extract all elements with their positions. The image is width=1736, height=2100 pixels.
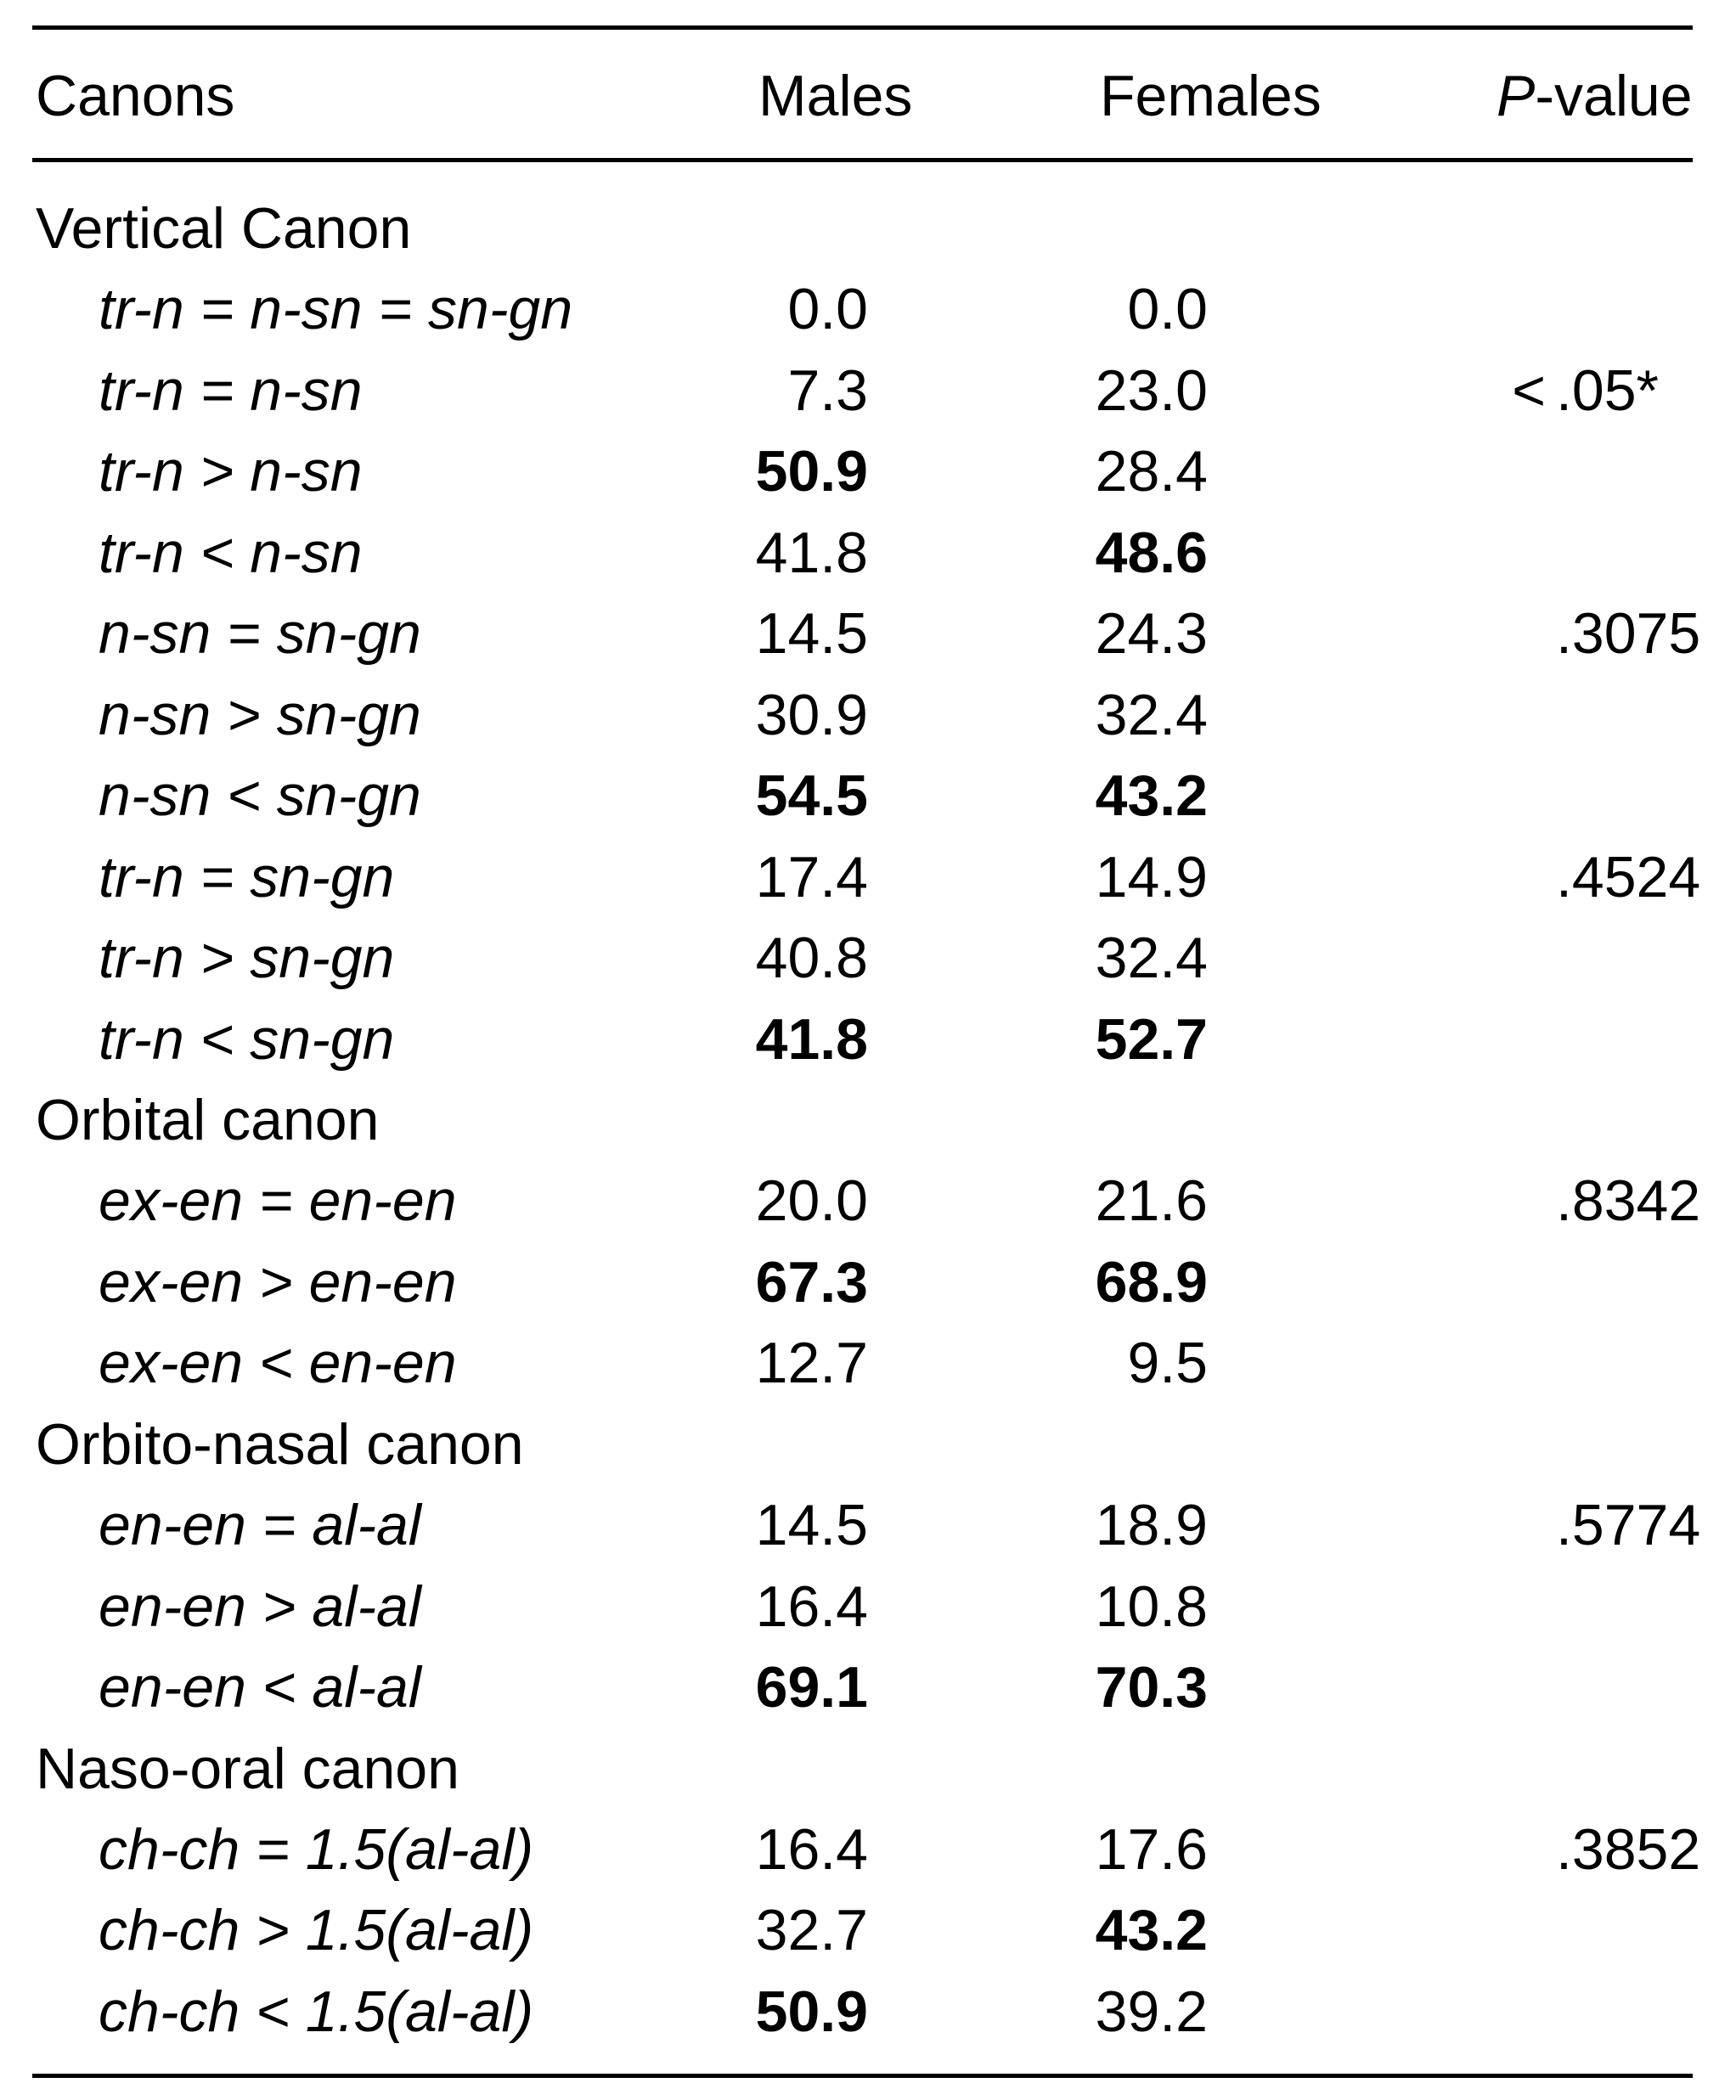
group-header-row <box>0 1080 1736 1161</box>
males-value: 14.5 <box>755 1493 868 1558</box>
males-value: 41.8 <box>755 520 868 585</box>
males-value: 20.0 <box>755 1168 868 1234</box>
canon-comparison-label: n-sn > sn-gn <box>99 682 421 747</box>
females-value: 32.4 <box>1095 682 1208 747</box>
group-header-row <box>0 1405 1736 1485</box>
females-value: 70.3 <box>1095 1655 1208 1720</box>
table-row <box>0 756 1736 836</box>
table-row <box>0 837 1736 918</box>
males-value: 16.4 <box>755 1574 868 1639</box>
header-p-value <box>1496 56 1693 137</box>
table-row <box>0 1567 1736 1647</box>
header-row <box>0 56 1736 137</box>
table-row <box>0 1972 1736 2052</box>
p-value: .3075 <box>1556 601 1701 667</box>
table-row <box>0 594 1736 674</box>
males-value: 69.1 <box>755 1655 868 1720</box>
table-row <box>0 675 1736 756</box>
p-value: .05* <box>1556 358 1659 423</box>
canon-comparison-label: ch-ch = 1.5(al-al) <box>99 1817 534 1882</box>
females-value: 32.4 <box>1095 926 1208 991</box>
p-value-comparator: < <box>1512 358 1546 423</box>
females-value: 43.2 <box>1095 1898 1208 1963</box>
canon-comparison-label: tr-n = n-sn = sn-gn <box>99 277 573 342</box>
females-value: 28.4 <box>1095 439 1208 504</box>
table-row <box>0 1242 1736 1323</box>
females-value: 14.9 <box>1095 844 1208 909</box>
table-row <box>0 999 1736 1080</box>
canon-comparison-label: tr-n < sn-gn <box>99 1006 395 1072</box>
header-p-letter: P <box>1496 64 1536 128</box>
table-row <box>0 431 1736 512</box>
group-header-row <box>0 189 1736 269</box>
p-value: .3852 <box>1556 1817 1701 1882</box>
females-value: 21.6 <box>1095 1168 1208 1234</box>
males-value: 54.5 <box>755 763 868 829</box>
females-value: 48.6 <box>1095 520 1208 585</box>
females-value: 52.7 <box>1095 1006 1208 1072</box>
males-value: 7.3 <box>787 358 868 423</box>
males-value: 30.9 <box>755 682 868 747</box>
p-value: .5774 <box>1556 1493 1701 1558</box>
header-canons: Canons <box>36 64 235 128</box>
canon-comparison-label: en-en = al-al <box>99 1493 421 1558</box>
header-males: Males <box>758 64 913 128</box>
p-value: .8342 <box>1556 1168 1701 1234</box>
group-label: Orbito-nasal canon <box>36 1411 524 1477</box>
table-row <box>0 1161 1736 1241</box>
canon-comparison-label: tr-n < n-sn <box>99 520 363 585</box>
canon-comparison-label: ex-en < en-en <box>99 1331 457 1396</box>
males-value: 17.4 <box>755 844 868 909</box>
males-value: 50.9 <box>755 439 868 504</box>
canon-comparison-label: ch-ch < 1.5(al-al) <box>99 1979 534 2044</box>
females-value: 10.8 <box>1095 1574 1208 1639</box>
header-p-suffix: -value <box>1535 64 1693 128</box>
canon-comparison-label: n-sn = sn-gn <box>99 601 421 667</box>
males-value: 0.0 <box>787 277 868 342</box>
p-value: .4524 <box>1556 844 1701 909</box>
canon-comparison-label: ex-en > en-en <box>99 1249 457 1315</box>
table-row <box>0 1323 1736 1404</box>
females-value: 18.9 <box>1095 1493 1208 1558</box>
table-row <box>0 513 1736 594</box>
females-value: 39.2 <box>1095 1979 1208 2044</box>
table-row <box>0 1810 1736 1890</box>
header-females: Females <box>1100 64 1322 128</box>
canon-comparison-label: tr-n = sn-gn <box>99 844 395 909</box>
table-row <box>0 1890 1736 1971</box>
canon-comparison-label: en-en < al-al <box>99 1655 421 1720</box>
males-value: 67.3 <box>755 1249 868 1315</box>
table-row <box>0 918 1736 999</box>
canon-comparison-label: tr-n > n-sn <box>99 439 363 504</box>
header-rule <box>32 158 1693 162</box>
table-row <box>0 269 1736 350</box>
table-row <box>0 1485 1736 1566</box>
females-value: 23.0 <box>1095 358 1208 423</box>
females-value: 68.9 <box>1095 1249 1208 1315</box>
males-value: 40.8 <box>755 926 868 991</box>
table-row <box>0 1647 1736 1728</box>
group-label: Orbital canon <box>36 1087 380 1152</box>
females-value: 43.2 <box>1095 763 1208 829</box>
group-header-row <box>0 1729 1736 1810</box>
canon-comparison-label: n-sn < sn-gn <box>99 763 421 829</box>
canon-comparison-label: ex-en = en-en <box>99 1168 457 1234</box>
table-row <box>0 351 1736 431</box>
males-value: 50.9 <box>755 1979 868 2044</box>
females-value: 24.3 <box>1095 601 1208 667</box>
bottom-rule <box>32 2074 1693 2078</box>
top-rule <box>32 25 1693 30</box>
males-value: 16.4 <box>755 1817 868 1882</box>
males-value: 14.5 <box>755 601 868 667</box>
canon-comparison-label: tr-n = n-sn <box>99 358 363 423</box>
females-value: 17.6 <box>1095 1817 1208 1882</box>
canon-comparison-label: ch-ch > 1.5(al-al) <box>99 1898 534 1963</box>
females-value: 0.0 <box>1127 277 1208 342</box>
males-value: 12.7 <box>755 1331 868 1396</box>
canon-comparison-label: en-en > al-al <box>99 1574 421 1639</box>
males-value: 32.7 <box>755 1898 868 1963</box>
females-value: 9.5 <box>1127 1331 1208 1396</box>
canon-comparison-label: tr-n > sn-gn <box>99 926 395 991</box>
males-value: 41.8 <box>755 1006 868 1072</box>
group-label: Naso-oral canon <box>36 1736 459 1801</box>
group-label: Vertical Canon <box>36 196 412 261</box>
